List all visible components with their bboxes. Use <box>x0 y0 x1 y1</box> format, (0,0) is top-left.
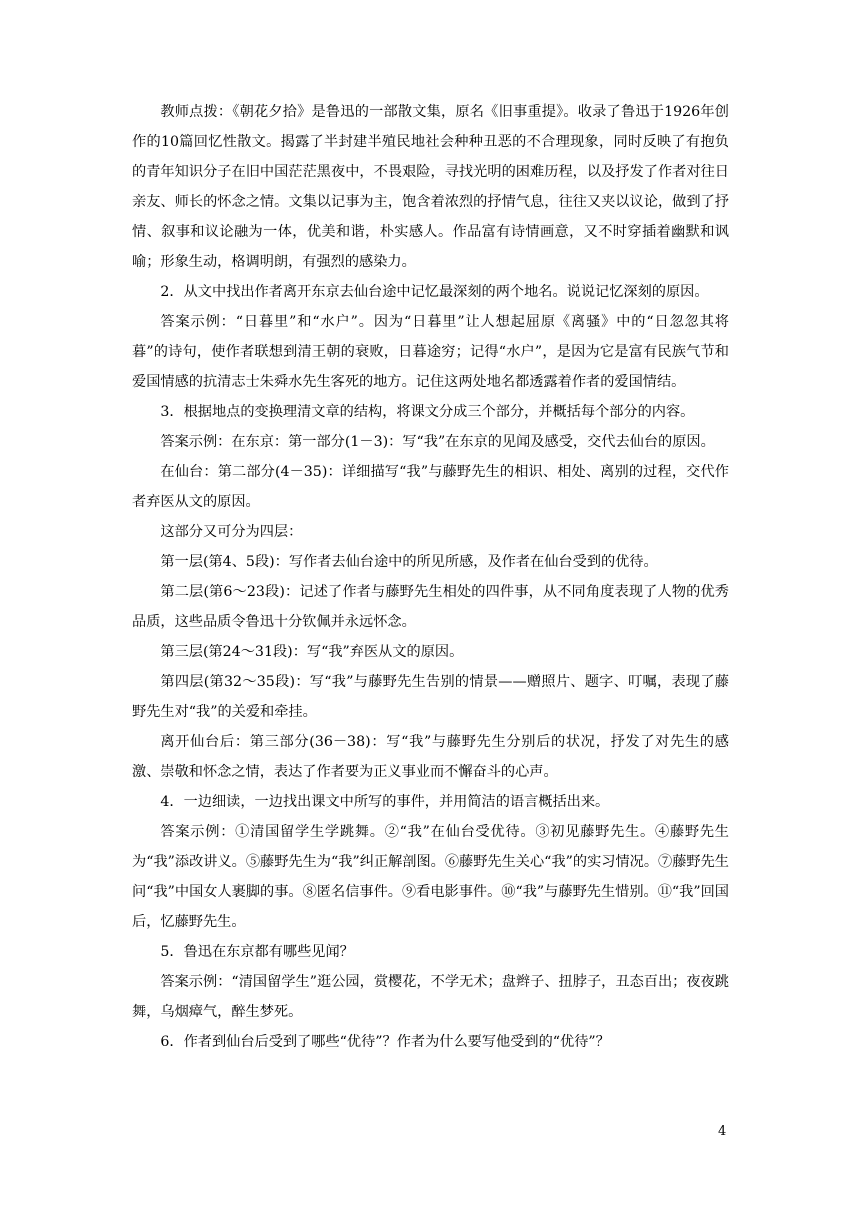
answer-3-layer-4: 第四层(第32～35段)：写“我”与藤野先生告别的情景——赠照片、题字、叮嘱，表现了藤野先生对“我”的关爱和牵挂。 <box>132 674 729 720</box>
answer-4: 答案示例：①清国留学生学跳舞。②“我”在仙台受优待。③初见藤野先生。④藤野先生为“我”添改讲义。⑤藤野先生为“我”纠正解剖图。⑥藤野先生关心“我”的实习情况。⑦藤野先生问“我”中国女人裹脚的事。⑧匿名信事件。⑨看电影事件。⑩“我”与藤野先生惜别。⑪“我”回国后，忆藤野先生。 <box>132 824 729 930</box>
answer-3-layer-1: 第一层(第4、5段)：写作者去仙台途中的所见所感，及作者在仙台受到的优待。 <box>160 554 658 570</box>
answer-5: 答案示例：“清国留学生”逛公园，赏樱花，不学无术；盘辫子、扭脖子，丑态百出；夜夜跳舞，乌烟瘴气，醉生梦死。 <box>132 974 729 1020</box>
question-4: 4．一边细读，一边找出课文中所写的事件，并用简洁的语言概括出来。 <box>160 794 610 810</box>
body-text <box>132 97 729 1057</box>
paragraph-teacher-note: 教师点拨：《朝花夕拾》是鲁迅的一部散文集，原名《旧事重提》。收录了鲁迅于1926年创作的10篇回忆性散文。揭露了半封建半殖民地社会种种丑恶的不合理现象，同时反映了有抱负的青年知识分子在旧中国茫茫黑夜中，不畏艰险，寻找光明的困难历程，以及抒发了作者对往日亲友、师长的怀念之情。文集以记事为主，饱含着浓烈的抒情气息，往往又夹以议论，做到了抒情、叙事和议论融为一体，优美和谐，朴实感人。作品富有诗情画意，又不时穿插着幽默和讽喻；形象生动，格调明朗，有强烈的感染力。 <box>132 104 729 270</box>
answer-2: 答案示例：“日暮里”和“水户”。因为“日暮里”让人想起屈原《离骚》中的“日忽忽其将暮”的诗句，使作者联想到清王朝的衰败，日暮途穷；记得“水户”，是因为它是富有民族气节和爱国情感的抗清志士朱舜水先生客死的地方。记住这两处地名都透露着作者的爱国情结。 <box>132 314 729 390</box>
answer-3-part-3: 离开仙台后：第三部分(36－38)：写“我”与藤野先生分别后的状况，抒发了对先生的感激、崇敬和怀念之情，表达了作者要为正义事业而不懈奋斗的心声。 <box>132 734 729 780</box>
question-5: 5．鲁迅在东京都有哪些见闻？ <box>160 944 354 960</box>
page-number: 4 <box>718 1124 727 1139</box>
answer-3-layer-2: 第二层(第6～23段)：记述了作者与藤野先生相处的四件事，从不同角度表现了人物的优秀品质，这些品质令鲁迅十分钦佩并永远怀念。 <box>132 584 729 630</box>
answer-3-layers-intro: 这部分又可分为四层： <box>160 524 303 540</box>
answer-3-layer-3: 第三层(第24～31段)：写“我”弃医从文的原因。 <box>160 644 464 660</box>
answer-3-part-1: 答案示例：在东京：第一部分(1－3)：写“我”在东京的见闻及感受，交代去仙台的原因。 <box>160 434 715 450</box>
question-2: 2．从文中找出作者离开东京去仙台途中记忆最深刻的两个地名。说说记忆深刻的原因。 <box>160 284 709 300</box>
answer-3-part-2: 在仙台：第二部分(4－35)：详细描写“我”与藤野先生的相识、相处、离别的过程，交代作者弃医从文的原因。 <box>132 464 729 510</box>
question-6: 6．作者到仙台后受到了哪些“优待”？作者为什么要写他受到的“优待”？ <box>160 1034 610 1050</box>
question-3: 3．根据地点的变换理清文章的结构，将课文分成三个部分，并概括每个部分的内容。 <box>160 404 695 420</box>
